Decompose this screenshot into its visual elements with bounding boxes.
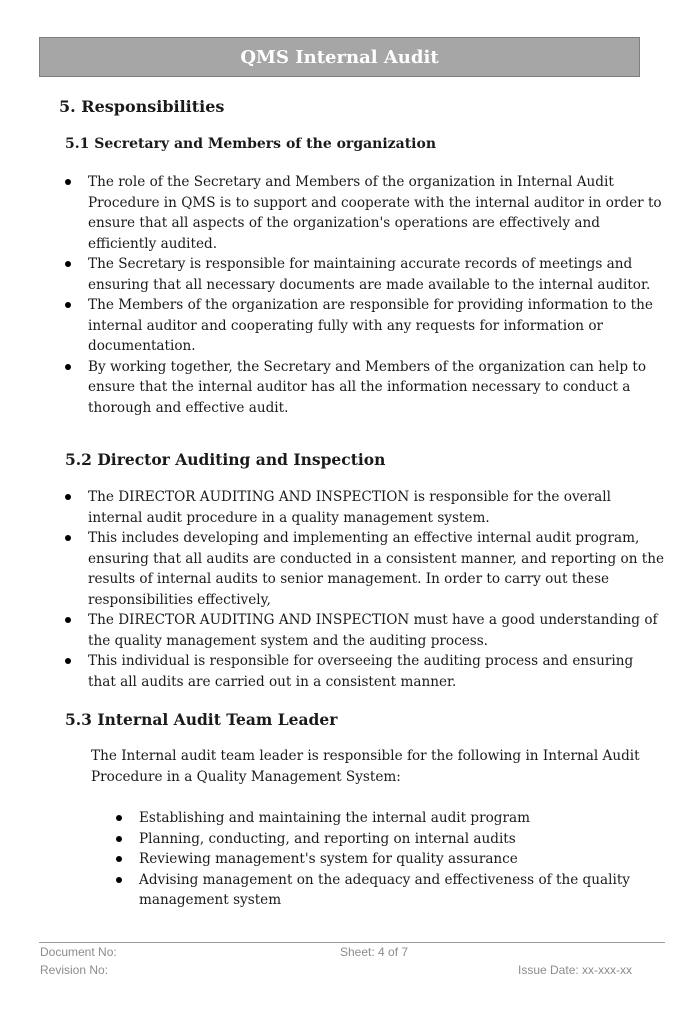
- subsection-5-2-list: [65, 487, 665, 692]
- list-item: The DIRECTOR AUDITING AND INSPECTION must have a good understanding of the quality management system and the auditing process.: [65, 610, 665, 651]
- bullet-icon: [116, 877, 122, 883]
- bullet-icon: [116, 836, 122, 842]
- list-item: Reviewing management's system for quality assurance: [116, 849, 656, 870]
- list-item: Advising management on the adequacy and effectiveness of the quality management system: [116, 870, 656, 911]
- list-item: This individual is responsible for overseeing the auditing process and ensuring that all audits are carried out in a consistent manner.: [65, 651, 665, 692]
- page-header-banner: [39, 37, 640, 77]
- bullet-icon: [65, 535, 71, 541]
- list-item: Establishing and maintaining the internal audit program: [116, 808, 656, 829]
- footer-sheet: Sheet: 4 of 7: [340, 945, 409, 959]
- bullet-icon: [65, 364, 71, 370]
- footer-revision-no: Revision No:: [40, 963, 109, 977]
- bullet-icon: [65, 617, 71, 623]
- subsection-5-2-title: 5.2 Director Auditing and Inspection: [65, 450, 386, 469]
- bullet-icon: [65, 494, 71, 500]
- section-title: 5. Responsibilities: [59, 97, 225, 116]
- footer-issue-date: Issue Date: xx-xxx-xx: [518, 963, 633, 977]
- subsection-5-3-list: [116, 808, 656, 911]
- list-item: This includes developing and implementing an effective internal audit program, ensuring that all audits are conducted in a consistent manner, and reporting on the results of internal audits to senior management. In order to carry out these responsibilities effectively,: [65, 528, 665, 610]
- subsection-5-1-list: [65, 172, 665, 418]
- subsection-5-3-title: 5.3 Internal Audit Team Leader: [65, 710, 338, 729]
- subsection-5-1-title: 5.1 Secretary and Members of the organization: [65, 136, 436, 152]
- bullet-icon: [116, 815, 122, 821]
- bullet-icon: [116, 856, 122, 862]
- list-item: The Members of the organization are responsible for providing information to the internal auditor and cooperating fully with any requests for information or documentation.: [65, 295, 665, 357]
- bullet-icon: [65, 179, 71, 185]
- list-item: The DIRECTOR AUDITING AND INSPECTION is responsible for the overall internal audit procedure in a quality management system.: [65, 487, 665, 528]
- subsection-5-3-intro: The Internal audit team leader is responsible for the following in Internal Audit Procedure in a Quality Management System:: [91, 748, 640, 785]
- list-item: The Secretary is responsible for maintaining accurate records of meetings and ensuring that all necessary documents are made available to the internal auditor.: [65, 254, 665, 295]
- list-item: The role of the Secretary and Members of the organization in Internal Audit Procedure in QMS is to support and cooperate with the internal auditor in order to ensure that all aspects of the organization's operations are effectively and efficiently audited.: [65, 172, 665, 254]
- list-item: By working together, the Secretary and Members of the organization can help to ensure that the internal auditor has all the information necessary to conduct a thorough and effective audit.: [65, 357, 665, 419]
- footer-divider: [39, 942, 665, 943]
- footer-document-no: Document No:: [40, 945, 117, 959]
- bullet-icon: [65, 261, 71, 267]
- bullet-icon: [65, 302, 71, 308]
- bullet-icon: [65, 658, 71, 664]
- list-item: Planning, conducting, and reporting on internal audits: [116, 829, 656, 850]
- page-header-title: QMS Internal Audit: [240, 46, 439, 68]
